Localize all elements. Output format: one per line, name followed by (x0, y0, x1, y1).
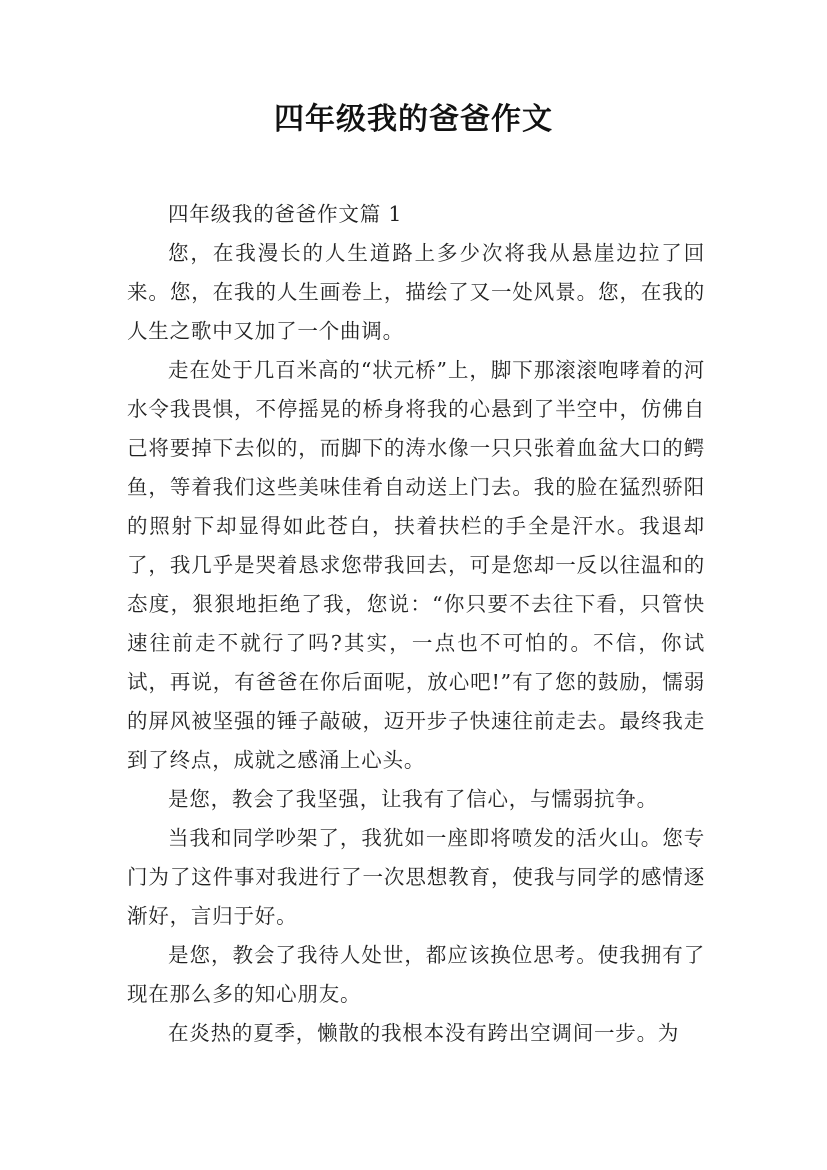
document-body (127, 195, 705, 1053)
paragraph: 走在处于几百米高的“状元桥”上，脚下那滚滚咆哮着的河水令我畏惧，不停摇晃的桥身将我的心悬到了半空中，仿佛自己将要掉下去似的，而脚下的涛水像一只只张着血盆大口的鳄鱼，等着我们这些美味佳肴自动送上门去。我的脸在猛烈骄阳的照射下却显得如此苍白，扶着扶栏的手全是汗水。我退却了，我几乎是哭着恳求您带我回去，可是您却一反以往温和的态度，狠狠地拒绝了我，您说：“你只要不去往下看，只管快速往前走不就行了吗?其实，一点也不可怕的。不信，你试试，再说，有爸爸在你后面呢，放心吧!”有了您的鼓励，懦弱的屏风被坚强的锤子敲破，迈开步子快速往前走去。最终我走到了终点，成就之感涌上心头。 (127, 358, 705, 772)
section-heading: 四年级我的爸爸作文篇 1 (168, 202, 403, 226)
paragraph: 是您，教会了我待人处世，都应该换位思考。使我拥有了现在那么多的知心朋友。 (127, 943, 705, 1006)
document-title: 四年级我的爸爸作文 (274, 102, 553, 137)
paragraph: 在炎热的夏季，懒散的我根本没有跨出空调间一步。为 (168, 1021, 680, 1045)
paragraph: 是您，教会了我坚强，让我有了信心，与懦弱抗争。 (168, 787, 658, 811)
paragraph: 当我和同学吵架了，我犹如一座即将喷发的活火山。您专门为了这件事对我进行了一次思想教育，使我与同学的感情逐渐好，言归于好。 (127, 826, 705, 928)
paragraph: 您，在我漫长的人生道路上多少次将我从悬崖边拉了回来。您，在我的人生画卷上，描绘了又一处风景。您，在我的人生之歌中又加了一个曲调。 (127, 241, 705, 343)
